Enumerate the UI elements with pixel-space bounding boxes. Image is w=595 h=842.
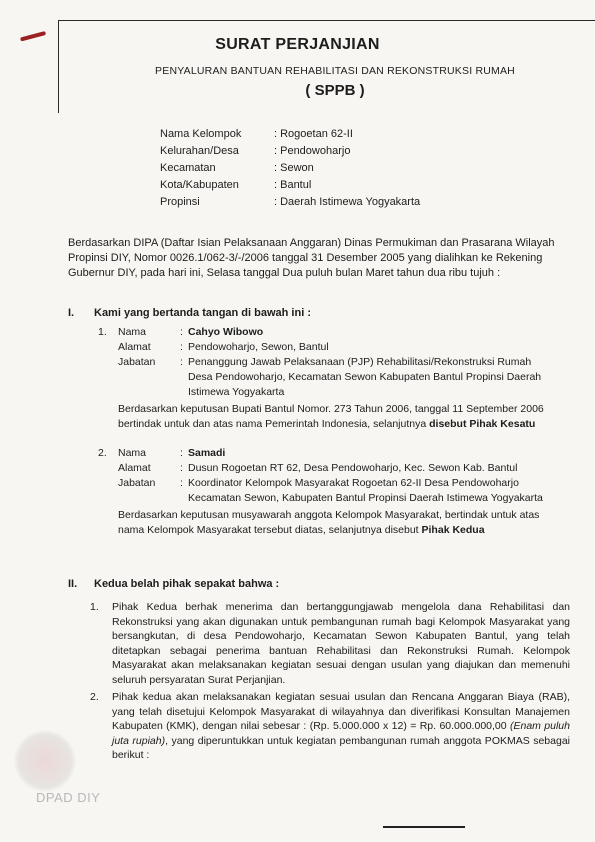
info-row [160,177,420,194]
watermark: DPAD DIY [36,790,101,805]
party-1: 1. Nama : Cahyo Wibowo Alamat : Pendowoharjo, Sewon, Bantul Jabatan : Penanggung Jawab Pelaksanaan (PJP) Rehabilitasi/Rekonstruksi Rumah Desa Pendowoharjo, Kecamatan Sewon Kabupaten Bantul Propinsi Daerah Istimewa Yogyakarta Berdasarkan keputusan Bupati Bantul Nomor. 273 Tahun 2006, tanggal 11 September 2006 bertindak untuk dan atas nama Pemerintah Indonesia, selanjutnya disebut Pihak Kesatu [98,325,558,432]
info-label: Nama Kelompok [160,128,242,140]
position-value: Penanggung Jawab Pelaksanaan (PJP) Rehabilitasi/Rekonstruksi Rumah Desa Pendowoharjo, Kecamatan Sewon Kabupaten Bantul Propinsi Daerah Istimewa Yogyakarta [188,356,542,398]
info-value: : Sewon [274,162,314,174]
name-value: Samadi [188,447,226,459]
signature-line [383,826,465,828]
info-row [160,143,420,160]
item-text: Pihak Kedua berhak menerima dan bertanggungjawab mengelola dana Rehabilitasi dan Rekonstruksi yang akan digunakan untuk pembangunan rumah bagi Kelompok Masyarakat yang bersangkutan, di desa Pendowoharjo, Kecamatan Sewon Kabupaten Bantul, yang telah ditetapkan sebagai penerima bantuan Rehabilitasi dan Rekonstruksi Rumah. Kelompok Masyarakat akan melaksanakan kegiatan sesuai dengan usulan yang diajukan dan memenuhi seluruh persyaratan Surat Perjanjian. [112,601,570,686]
section-2-heading [68,578,279,590]
agreement-item [90,600,570,687]
name-label: Nama [118,326,147,338]
section-number: II. [68,578,78,590]
name-label: Nama [118,447,147,459]
address-value: Dusun Rogoetan RT 62, Desa Pendowoharjo, Kec. Sewon Kab. Bantul [188,462,518,474]
item-number: 2. [90,691,99,703]
party-number: 1. [98,326,107,338]
info-row [160,194,420,211]
party-basis [118,508,558,538]
document-title: SURAT PERJANJIAN [215,36,380,53]
address-value: Pendowoharjo, Sewon, Bantul [188,341,329,353]
party-basis [118,402,558,432]
item-amount-words: (Enam puluh juta rupiah) [112,720,570,747]
party-2: 2. Nama : Samadi Alamat : Dusun Rogoetan RT 62, Desa Pendowoharjo, Kec. Sewon Kab. Bantul Jabatan : Koordinator Kelompok Masyarakat Rogoetan 62-II Desa Pendowoharjo Kecamatan Sewon, Kabupaten Bantul Propinsi Daerah Istimewa Yogyakarta Berdasarkan keputusan musyawarah anggota Kelompok Masyarakat, bertindak untuk atas nama Kelompok Masyarakat tersebut diatas, selanjutnya disebut Pihak Kedua [98,446,568,538]
group-info [160,126,420,211]
info-label: Kelurahan/Desa [160,145,239,157]
info-row [160,160,420,177]
item-number: 1. [90,601,99,613]
info-value: : Daerah Istimewa Yogyakarta [274,196,421,208]
info-value: : Rogoetan 62-II [274,128,353,140]
agreement-item [90,690,570,763]
position-label: Jabatan [118,477,156,489]
info-label: Kecamatan [160,162,216,174]
section-1-heading [68,307,311,319]
basis-text: Berdasarkan keputusan Bupati Bantul Nomor. 273 Tahun 2006, tanggal 11 September 2006 bertindak untuk dan atas nama Pemerintah Indonesia, selanjutnya [118,403,544,430]
party-number: 2. [98,447,107,459]
intro-paragraph: Berdasarkan DIPA (Daftar Isian Pelaksanaan Anggaran) Dinas Permukiman dan Prasarana Wilayah Propinsi DIY, Nomor 0026.1/062-3/-/2006 tanggal 31 Desember 2005 yang dialihkan ke Rekening Gubernur DIY, pada hari ini, Selasa tanggal Dua puluh bulan Maret tahun dua ribu tujuh : [68,237,555,279]
document-subtitle: PENYALURAN BANTUAN REHABILITASI DAN REKONSTRUKSI RUMAH [155,65,515,77]
official-seal-icon [14,730,76,792]
basis-text: Berdasarkan keputusan musyawarah anggota Kelompok Masyarakat, bertindak untuk atas nama Kelompok Masyarakat tersebut diatas, selanjutnya disebut [118,509,540,536]
section-number: I. [68,307,75,319]
info-label: Propinsi [160,196,200,208]
address-label: Alamat [118,341,151,353]
item-text-wrap [112,690,570,763]
name-value: Cahyo Wibowo [188,326,264,338]
document-code: ( SPPB ) [305,82,365,99]
party-role: disebut Pihak Kesatu [429,418,536,430]
address-label: Alamat [118,462,151,474]
item-text: Pihak kedua akan melaksanakan kegiatan sesuai usulan dan Rencana Anggaran Biaya (RAB), yang telah disetujui Kelompok Masyarakat di wilayahnya dan diverifikasi Konsultan Manajemen Kabupaten (KMK), dengan nilai sebesar : (Rp. 5.000.000 x 12) = Rp. 60.000.000,00 [112,691,570,732]
info-value: : Bantul [274,179,312,191]
section-title: Kedua belah pihak sepakat bahwa : [94,578,280,590]
party-role: Pihak Kedua [421,524,485,536]
item-text-tail: , yang diperuntukkan untuk kegiatan pembangunan rumah anggota POKMAS sebagai berikut : [112,734,570,761]
info-label: Kota/Kabupaten [160,179,239,191]
info-value: : Pendowoharjo [274,145,351,157]
info-row [160,126,420,143]
position-value: Koordinator Kelompok Masyarakat Rogoetan 62-II Desa Pendowoharjo Kecamatan Sewon, Kabupaten Bantul Propinsi Daerah Istimewa Yogyakarta [188,477,543,504]
section-title: Kami yang bertanda tangan di bawah ini : [94,307,311,319]
position-label: Jabatan [118,356,156,368]
